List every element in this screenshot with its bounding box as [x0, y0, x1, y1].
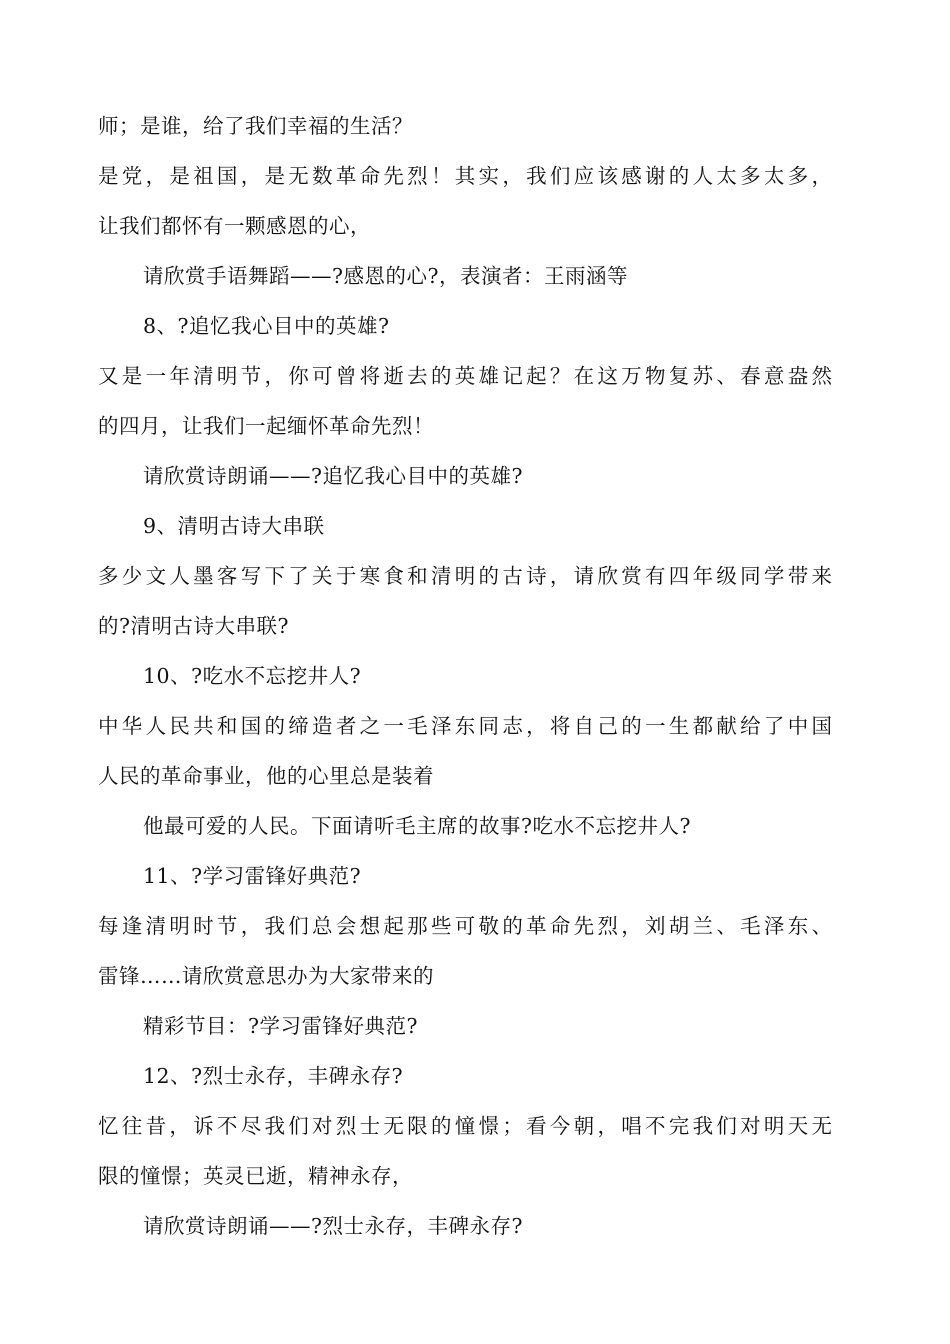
text-line: 忆往昔，诉不尽我们对烈士无限的憧憬；看今朝，唱不完我们对明天无: [98, 1114, 832, 1138]
text-line: 限的憧憬；英灵已逝，精神永存，: [98, 1164, 413, 1188]
text-line: 请欣赏诗朗诵——?烈士永存，丰碑永存?: [143, 1214, 523, 1238]
section-heading: 11、?学习雷锋好典范?: [143, 864, 362, 888]
text-line: 每逢清明时节，我们总会想起那些可敬的革命先烈，刘胡兰、毛泽东、: [98, 914, 832, 938]
text-line: 请欣赏诗朗诵——?追忆我心目中的英雄?: [143, 464, 523, 488]
section-heading: 12、?烈士永存，丰碑永存?: [143, 1064, 404, 1088]
text-line: 让我们都怀有一颗感恩的心，: [98, 214, 371, 238]
section-heading: 10、?吃水不忘挖井人?: [143, 664, 362, 688]
text-line: 人民的革命事业，他的心里总是装着: [98, 764, 434, 788]
text-line: 又是一年清明节，你可曾将逝去的英雄记起？在这万物复苏、春意盎然: [98, 364, 832, 388]
text-line: 的四月，让我们一起缅怀革命先烈！: [98, 414, 434, 438]
text-line: 精彩节目：?学习雷锋好典范?: [143, 1014, 418, 1038]
text-line: 他最可爱的人民。下面请听毛主席的故事?吃水不忘挖井人?: [143, 814, 691, 838]
section-heading: 8、?追忆我心目中的英雄?: [143, 314, 390, 338]
text-line: 中华人民共和国的缔造者之一毛泽东同志，将自己的一生都献给了中国: [98, 714, 832, 738]
text-line: 雷锋……请欣赏意思办为大家带来的: [98, 964, 434, 988]
text-line: 多少文人墨客写下了关于寒食和清明的古诗，请欣赏有四年级同学带来: [98, 564, 832, 588]
text-line: 师；是谁，给了我们幸福的生活？: [98, 114, 413, 138]
section-heading: 9、清明古诗大串联: [143, 514, 325, 538]
text-line: 是党，是祖国，是无数革命先烈！其实，我们应该感谢的人太多太多，: [98, 164, 832, 188]
text-line: 的?清明古诗大串联?: [98, 614, 289, 638]
text-line: 请欣赏手语舞蹈——?感恩的心?，表演者：王雨涵等: [143, 264, 628, 288]
